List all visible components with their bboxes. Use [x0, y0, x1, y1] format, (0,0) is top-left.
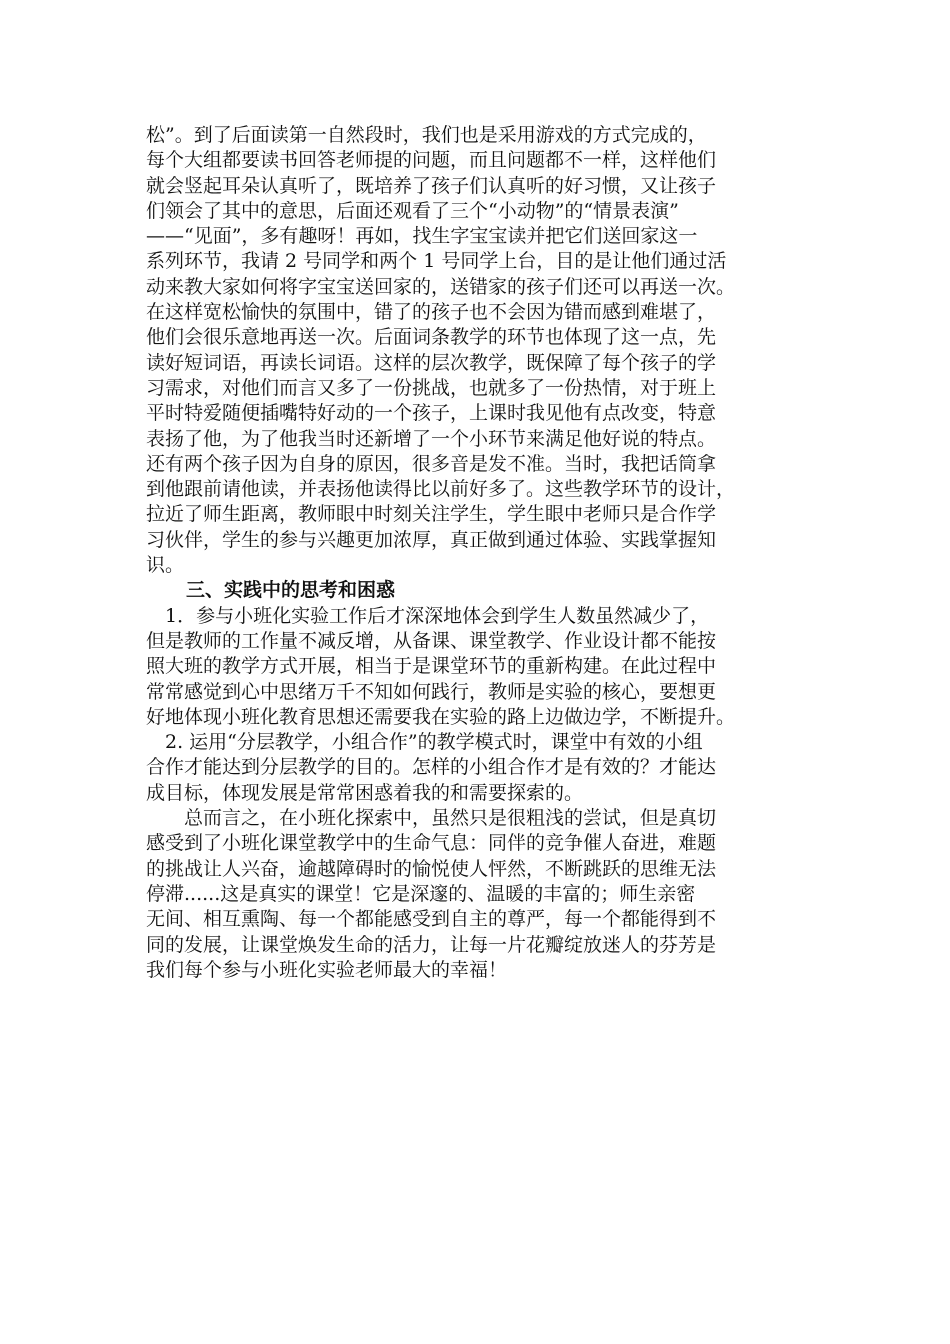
text-line: 习需求，对他们而言又多了一份挑战，也就多了一份热情，对于班上	[146, 376, 717, 399]
text-line: 感受到了小班化课堂教学中的生命气息：同伴的竞争催人奋进，难题	[146, 832, 717, 855]
text-line: 的挑战让人兴奋，逾越障碍时的愉悦使人怦然，不断跳跃的思维无法	[146, 857, 717, 880]
text-line: 合作才能达到分层教学的目的。怎样的小组合作才是有效的？才能达	[146, 756, 717, 779]
text-line: 平时特爱随便插嘴特好动的一个孩子，上课时我见他有点改变，特意	[146, 402, 717, 425]
paragraph-point-2	[146, 730, 826, 806]
text-line: 每个大组都要读书回答老师提的问题，而且问题都不一样，这样他们	[146, 149, 717, 172]
text-line: 在这样宽松愉快的氛围中，错了的孩子也不会因为错而感到难堪了，	[146, 301, 717, 324]
text-line: 无间、相互熏陶、每一个都能感受到自主的尊严，每一个都能得到不	[146, 908, 717, 931]
text-line: 们领会了其中的意思，后面还观看了三个“小动物”的“情景表演”	[146, 199, 679, 222]
text-line: 但是教师的工作量不减反增，从备课、课堂教学、作业设计都不能按	[146, 629, 717, 652]
text-line: 我们每个参与小班化实验老师最大的幸福！	[146, 958, 508, 981]
text-line: ——“见面”，多有趣呀！再如，找生字宝宝读并把它们送回家这一	[146, 225, 698, 248]
text-line: 动来教大家如何将字宝宝送回家的，送错家的孩子们还可以再送一次。	[146, 275, 736, 298]
text-line: 系列环节，我请 2 号同学和两个 1 号同学上台，目的是让他们通过活	[146, 250, 727, 273]
text-line: 好地体现小班化教育思想还需要我在实验的路上边做边学，不断提升。	[146, 705, 736, 728]
text-line: 还有两个孩子因为自身的原因，很多音是发不准。当时，我把话筒拿	[146, 452, 717, 475]
text-line: 1．参与小班化实验工作后才深深地体会到学生人数虽然减少了，	[146, 604, 710, 627]
text-line: 他们会很乐意地再送一次。后面词条教学的环节也体现了这一点，先	[146, 326, 717, 349]
text-line: 同的发展，让课堂焕发生命的活力，让每一片花瓣绽放迷人的芬芳是	[146, 933, 717, 956]
text-line: 习伙伴，学生的参与兴趣更加浓厚，真正做到通过体验、实践掌握知	[146, 528, 717, 551]
section-heading: 三、实践中的思考和困惑	[186, 579, 396, 602]
text-line: 松”。到了后面读第一自然段时，我们也是采用游戏的方式完成的，	[146, 124, 707, 146]
text-line: 读好短词语，再读长词语。这样的层次教学，既保障了每个孩子的学	[146, 351, 717, 374]
paragraph-continued	[146, 123, 826, 578]
text-line: 2. 运用“分层教学，小组合作”的教学模式时，课堂中有效的小组	[146, 731, 703, 754]
text-line: 常常感觉到心中思绪万千不知如何践行，教师是实验的核心，要想更	[146, 680, 717, 703]
paragraph-point-1	[146, 604, 826, 730]
text-line: 照大班的教学方式开展，相当于是课堂环节的重新构建。在此过程中	[146, 655, 717, 678]
text-line: 到他跟前请他读，并表扬他读得比以前好多了。这些教学环节的设计，	[146, 478, 736, 501]
text-line: 停滞......这是真实的课堂！它是深邃的、温暖的丰富的；师生亲密	[146, 882, 696, 905]
paragraph-conclusion	[146, 806, 826, 983]
text-line: 识。	[146, 554, 185, 577]
text-line: 就会竖起耳朵认真听了，既培养了孩子们认真听的好习惯，又让孩子	[146, 174, 717, 197]
text-line: 表扬了他，为了他我当时还新增了一个小环节来满足他好说的特点。	[146, 427, 717, 450]
text-line: 总而言之，在小班化探索中，虽然只是很粗浅的尝试，但是真切	[146, 807, 717, 830]
text-line: 成目标，体现发展是常常困惑着我的和需要探索的。	[146, 781, 584, 804]
document-body	[146, 123, 826, 983]
text-line: 拉近了师生距离，教师眼中时刻关注学生，学生眼中老师只是合作学	[146, 503, 717, 526]
